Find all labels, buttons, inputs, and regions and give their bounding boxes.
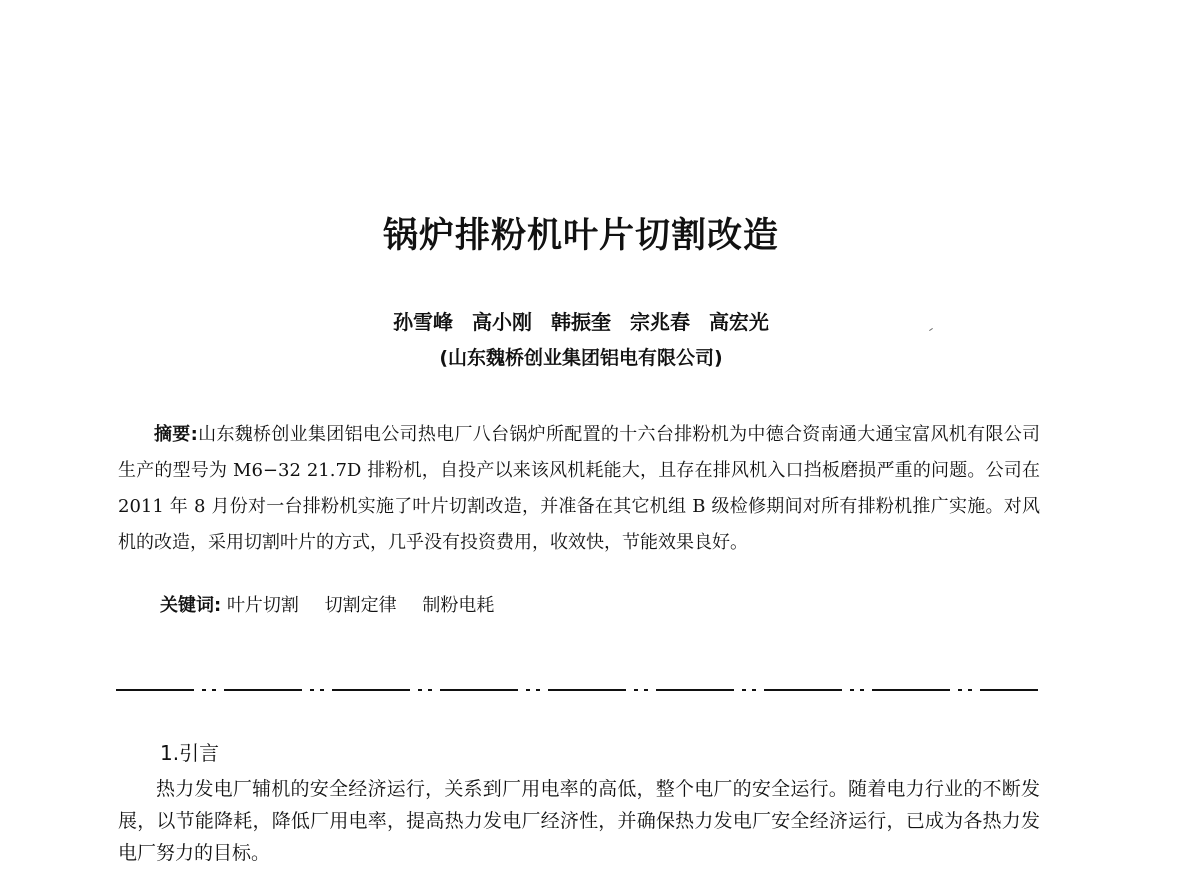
author-affiliation: (山东魏桥创业集团铝电有限公司): [439, 347, 723, 369]
abstract: [118, 417, 1040, 561]
keywords-label: 关键词:: [160, 595, 222, 616]
author-name: 韩振奎: [551, 310, 611, 334]
author-name: 高小刚: [472, 310, 533, 334]
keyword: 制粉电耗: [422, 595, 495, 616]
section-heading: 1.引言: [160, 741, 220, 765]
section-body-text: 热力发电厂辅机的安全经济运行，关系到厂用电率的高低，整个电厂的安全运行。随着电力行业的不断发展，以节能降耗，降低厂用电率，提高热力发电厂经济性，并确保热力发电厂安全经济运行，已成为各热力发电厂努力的目标。: [118, 778, 1040, 864]
abstract-label: 摘要:: [154, 424, 198, 445]
abstract-text: 山东魏桥创业集团铝电公司热电厂八台锅炉所配置的十六台排粉机为中德合资南通大通宝富风机有限公司生产的型号为 M6−32 21.7D 排粉机，自投产以来该风机耗能大，且存在排风机入口挡板磨损严重的问题。公司在 2011 年 8 月份对一台排粉机实施了叶片切割改造，并准备在其它机组 B 级检修期间对所有排粉机推广实施。对风机的改造，采用切割叶片的方式，几乎没有投资费用，收效快，节能效果良好。: [118, 424, 1041, 553]
keyword: 叶片切割: [226, 595, 299, 616]
author-name: 宗兆春: [629, 310, 690, 334]
keywords: [160, 588, 1040, 624]
author-list: [0, 307, 1162, 337]
keyword: 切割定律: [324, 595, 397, 616]
section-divider: [116, 688, 1038, 692]
author-name: 孙雪峰: [393, 310, 454, 334]
paper-title: 锅炉排粉机叶片切割改造: [382, 216, 779, 256]
author-name: 高宏光: [708, 310, 769, 334]
